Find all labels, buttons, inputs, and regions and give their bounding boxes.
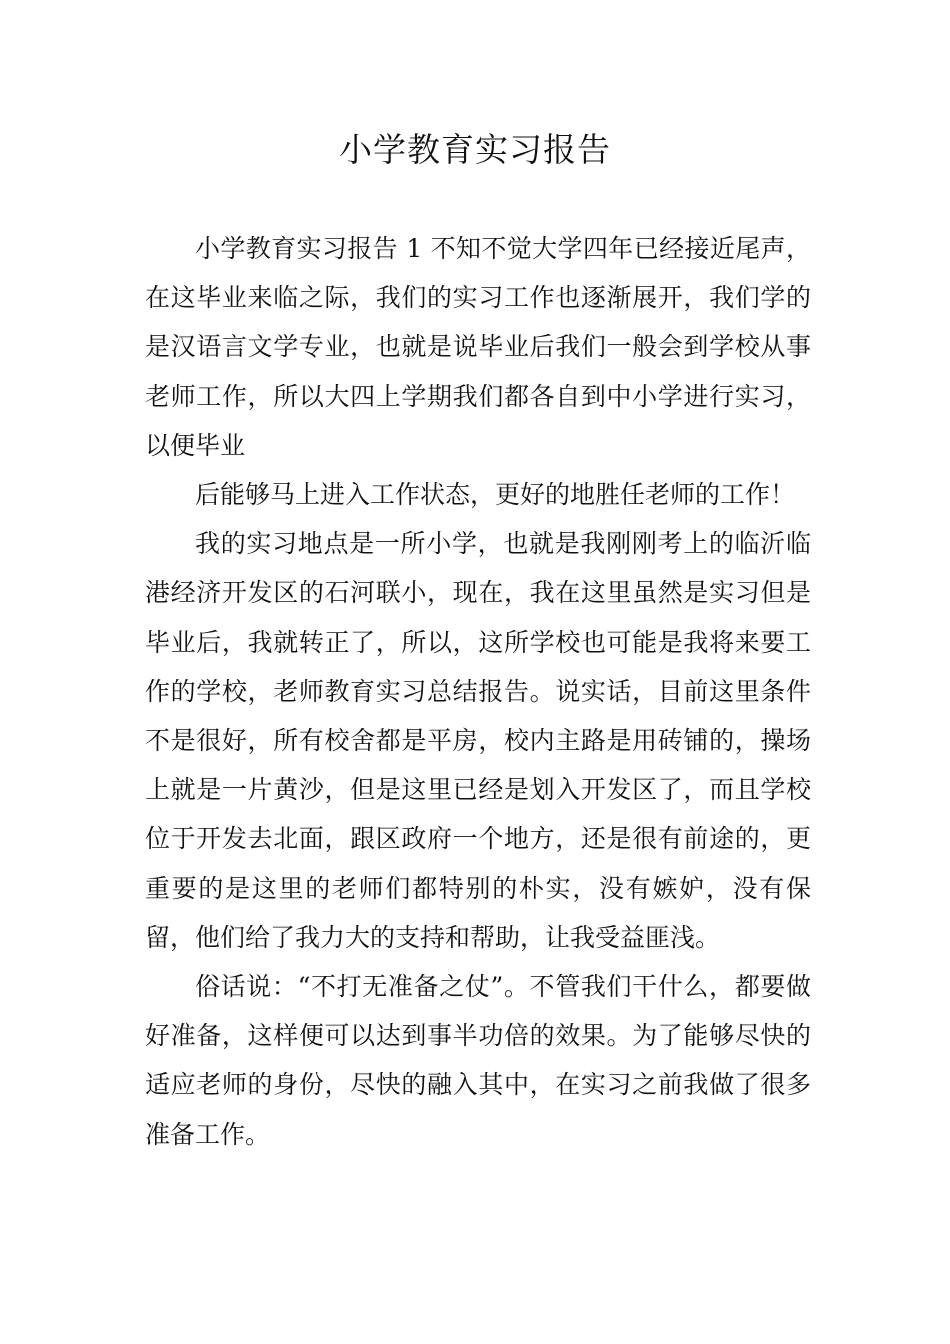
- document-body: [145, 224, 811, 1159]
- paragraph-intro: 小学教育实习报告 1 不知不觉大学四年已经接近尾声，在这毕业来临之际，我们的实习工作也逐渐展开，我们学的是汉语言文学专业，也就是说毕业后我们一般会到学校从事老师工作，所以大四上学期我们都各自到中小学进行实习，以便毕业: [145, 234, 811, 460]
- document-title: 小学教育实习报告: [339, 130, 611, 169]
- paragraph-internship-location: 我的实习地点是一所小学，也就是我刚刚考上的临沂临港经济开发区的石河联小，现在，我在这里虽然是实习但是毕业后，我就转正了，所以，这所学校也可能是我将来要工作的学校，老师教育实习总结报告。说实话，目前这里条件不是很好，所有校舍都是平房，校内主路是用砖铺的，操场上就是一片黄沙，但是这里已经是划入开发区了，而且学校位于开发去北面，跟区政府一个地方，还是很有前途的，更重要的是这里的老师们都特别的朴实，没有嫉妒，没有保留，他们给了我力大的支持和帮助，让我受益匪浅。: [145, 529, 811, 952]
- paragraph-preparation: 俗话说：“不打无准备之仗”。不管我们干什么，都要做好准备，这样便可以达到事半功倍的效果。为了能够尽快的适应老师的身份，尽快的融入其中，在实习之前我做了很多准备工作。: [145, 972, 811, 1149]
- paragraph-continuation: 后能够马上进入工作状态，更好的地胜任老师的工作！: [195, 480, 796, 510]
